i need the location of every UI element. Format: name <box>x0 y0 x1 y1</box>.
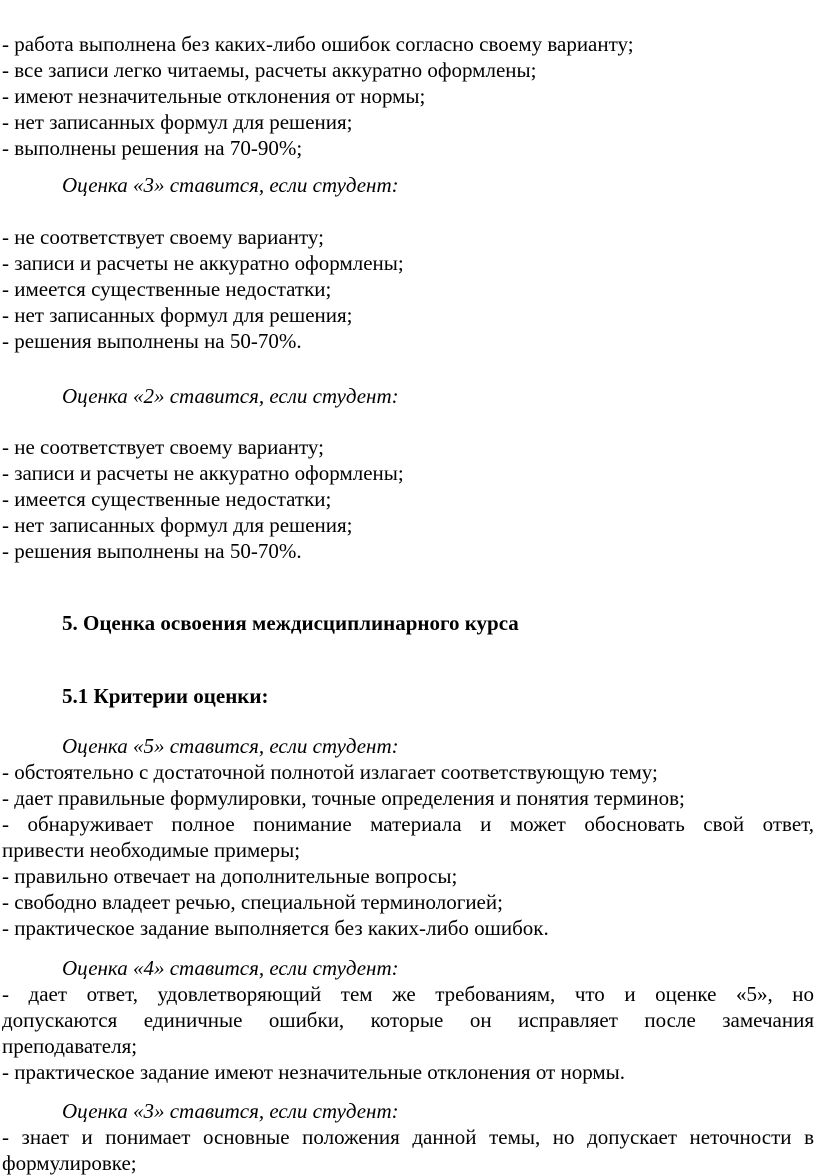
grade-heading: Оценка «4» ставится, если студент: <box>62 956 399 980</box>
grade-heading: Оценка «5» ставится, если студент: <box>62 734 399 758</box>
list-item: - правильно отвечает на дополнительные вопросы; <box>2 864 458 888</box>
list-item: - решения выполнены на 50-70%. <box>2 329 302 353</box>
list-item-continuation: допускаются единичные ошибки, которые он исправляет после замечания <box>2 1008 814 1032</box>
section-subtitle: 5.1 Критерии оценки: <box>62 684 269 708</box>
grade-heading: Оценка «3» ставится, если студент: <box>62 173 399 197</box>
list-item: - дает правильные формулировки, точные определения и понятия терминов; <box>2 786 685 810</box>
grade-heading: Оценка «2» ставится, если студент: <box>62 384 399 408</box>
list-item: - записи и расчеты не аккуратно оформлены; <box>2 251 404 275</box>
list-item-continuation: привести необходимые примеры; <box>2 838 301 862</box>
list-item: - нет записанных формул для решения; <box>2 513 353 537</box>
list-item: - решения выполнены на 50-70%. <box>2 539 302 563</box>
list-item: - знает и понимает основные положения данной темы, но допускает неточности в <box>2 1125 814 1149</box>
list-item: - не соответствует своему варианту; <box>2 225 324 249</box>
list-item: - нет записанных формул для решения; <box>2 110 353 134</box>
list-item: - работа выполнена без каких-либо ошибок согласно своему варианту; <box>2 32 634 56</box>
list-item: - дает ответ, удовлетворяющий тем же требованиям, что и оценке «5», но <box>2 982 814 1006</box>
list-item: - имеют незначительные отклонения от нормы; <box>2 84 426 108</box>
list-item: - практическое задание выполняется без каких-либо ошибок. <box>2 916 549 940</box>
list-item: - все записи легко читаемы, расчеты аккуратно оформлены; <box>2 58 537 82</box>
list-item: - записи и расчеты не аккуратно оформлены; <box>2 461 404 485</box>
list-item: - не соответствует своему варианту; <box>2 435 324 459</box>
list-item: - обстоятельно с достаточной полнотой излагает соответствующую тему; <box>2 760 658 784</box>
list-item: - нет записанных формул для решения; <box>2 303 353 327</box>
list-item-continuation: преподавателя; <box>2 1034 138 1058</box>
list-item: - обнаруживает полное понимание материала и может обосновать свой ответ, <box>2 812 814 836</box>
list-item-continuation: формулировке; <box>2 1151 137 1175</box>
list-item: - практическое задание имеют незначительные отклонения от нормы. <box>2 1060 626 1084</box>
list-item: - имеется существенные недостатки; <box>2 487 332 511</box>
list-item: - выполнены решения на 70-90%; <box>2 136 303 160</box>
list-item: - имеется существенные недостатки; <box>2 277 332 301</box>
section-title: 5. Оценка освоения междисциплинарного курса <box>62 611 519 635</box>
grade-heading: Оценка «3» ставится, если студент: <box>62 1099 399 1123</box>
list-item: - свободно владеет речью, специальной терминологией; <box>2 890 503 914</box>
